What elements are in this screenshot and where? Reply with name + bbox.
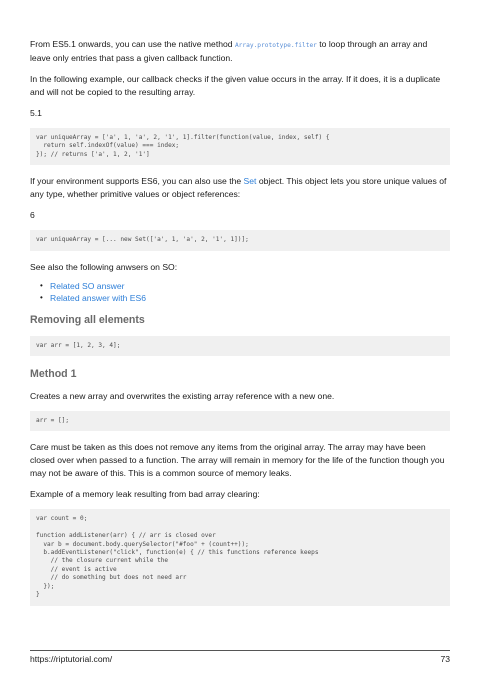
code-block-set: var uniqueArray = [... new Set(['a', 1, 'a', 2, '1', 1])]; [30, 230, 450, 250]
care-paragraph: Care must be taken as this does not remove any items from the original array. The array may have been closed over when passed to a function. The array will remain in memory for the life of the function though you may not be aware of this. This is a common source of memory leaks. [30, 442, 445, 479]
intro-text-post: to loop through an array and leave only entries that pass a given callback function. [30, 39, 428, 63]
code-block-leak: var count = 0; function addListener(arr) { // arr is closed over var b = document.body.querySelector("#foo" + (count++)); b.addEventListener("click", function(e) { // this functions reference keeps // the closure current while the // event is active // do something but does not need arr }); } [30, 509, 450, 605]
leak-intro-paragraph: Example of a memory leak resulting from bad array clearing: [30, 489, 260, 500]
intro-text-pre: From ES5.1 onwards, you can use the native method [30, 39, 235, 49]
document-page [30, 38, 450, 606]
intro-paragraph [30, 38, 450, 65]
code-block-reset: arr = []; [30, 411, 450, 431]
heading-removing-all-elements: Removing all elements [30, 313, 145, 326]
code-block-arr: var arr = [1, 2, 3, 4]; [30, 336, 450, 356]
footer-divider [30, 650, 450, 651]
version-label-51: 5.1 [30, 108, 42, 118]
es6-text-post: object. This object lets you store unique values of any type, whether primitive values or object references: [30, 176, 447, 200]
list-item [42, 292, 450, 304]
method1-paragraph: Creates a new array and overwrites the existing array reference with a new one. [30, 391, 335, 402]
version-label-6: 6 [30, 210, 35, 221]
example-intro-paragraph: In the following example, our callback checks if the given value occurs in the array. If it does, it is a duplicate and will not be copied to the resulting array. [30, 74, 441, 97]
list-item [42, 280, 450, 292]
heading-method-1: Method 1 [30, 368, 77, 381]
set-link[interactable]: Set [243, 176, 257, 187]
page-footer [30, 654, 450, 664]
es6-paragraph [30, 175, 450, 201]
code-block-filter: var uniqueArray = ['a', 1, 'a', 2, '1', 1].filter(function(value, index, self) { return self.indexOf(value) === index; }); // returns ['a', 1, 2, '1'] [30, 128, 450, 165]
footer-url[interactable]: https://riptutorial.com/ [30, 654, 113, 664]
es6-text-pre: If your environment supports ES6, you can also use the [30, 176, 244, 187]
see-also-paragraph: See also the following anwsers on SO: [30, 261, 178, 272]
related-links-list [30, 280, 450, 304]
related-es6-link[interactable]: Related answer with ES6 [50, 292, 147, 303]
related-so-link[interactable]: Related SO answer [50, 280, 125, 291]
inline-code-filter: Array.prototype.filter [234, 42, 317, 49]
page-number: 73 [440, 654, 450, 664]
